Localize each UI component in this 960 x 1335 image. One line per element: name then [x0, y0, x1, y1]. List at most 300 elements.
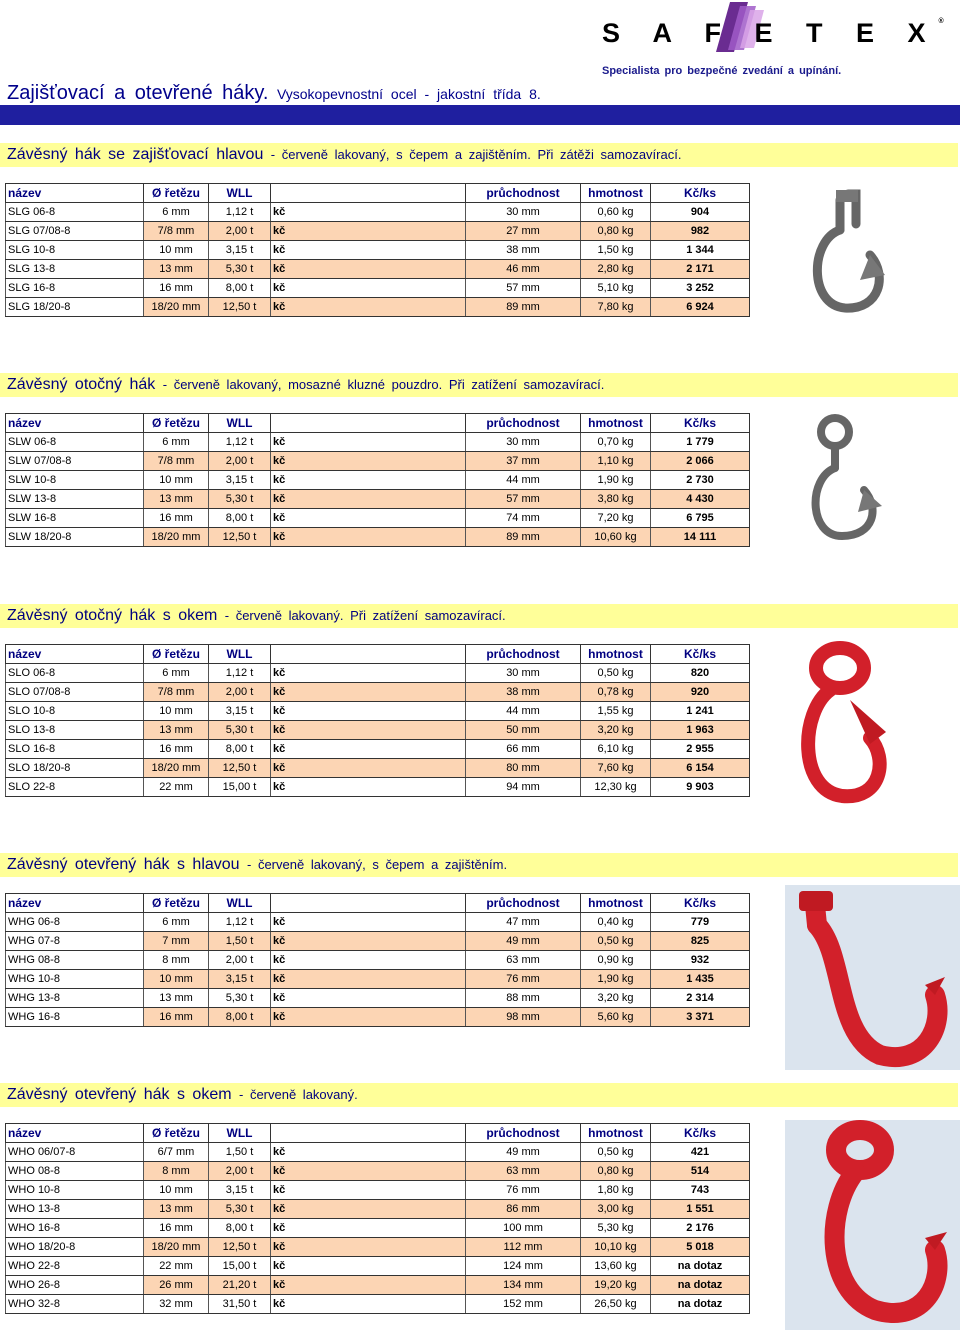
table-cell: kč: [271, 740, 466, 759]
table-cell: kč: [271, 1181, 466, 1200]
table-cell: 6 795: [651, 509, 750, 528]
table-cell: 57 mm: [466, 490, 581, 509]
table-cell: SLO 10-8: [6, 702, 144, 721]
grey-safety-hook-with-clevis-icon: [800, 180, 895, 320]
column-header: [271, 184, 466, 203]
table-cell: 50 mm: [466, 721, 581, 740]
table-cell: kč: [271, 1143, 466, 1162]
table-row: [6, 932, 750, 951]
product-table: [5, 644, 750, 797]
column-header: průchodnost: [466, 645, 581, 664]
table-cell: 16 mm: [144, 279, 209, 298]
table-cell: 49 mm: [466, 932, 581, 951]
table-cell: 22 mm: [144, 778, 209, 797]
table-cell: kč: [271, 721, 466, 740]
table-cell: 22 mm: [144, 1257, 209, 1276]
table-cell: 5 018: [651, 1238, 750, 1257]
safetex-logo: [600, 0, 944, 80]
table-cell: 18/20 mm: [144, 298, 209, 317]
table-cell: na dotaz: [651, 1257, 750, 1276]
table-cell: SLW 16-8: [6, 509, 144, 528]
table-cell: 3,15 t: [209, 241, 271, 260]
table-cell: 904: [651, 203, 750, 222]
table-cell: 18/20 mm: [144, 528, 209, 547]
table-cell: 5,30 t: [209, 989, 271, 1008]
table-cell: WHO 16-8: [6, 1219, 144, 1238]
column-header: hmotnost: [581, 645, 651, 664]
table-cell: 8 mm: [144, 1162, 209, 1181]
table-cell: 9 903: [651, 778, 750, 797]
table-cell: 26 mm: [144, 1276, 209, 1295]
table-cell: kč: [271, 932, 466, 951]
table-cell: SLO 18/20-8: [6, 759, 144, 778]
table-row: [6, 433, 750, 452]
page-title: [7, 82, 541, 105]
table-cell: 10 mm: [144, 1181, 209, 1200]
table-cell: 3,20 kg: [581, 989, 651, 1008]
table-cell: 5,60 kg: [581, 1008, 651, 1027]
table-row: [6, 452, 750, 471]
table-cell: 32 mm: [144, 1295, 209, 1314]
section-heading: [0, 143, 958, 167]
table-header-row: [6, 894, 750, 913]
table-cell: WHO 22-8: [6, 1257, 144, 1276]
table-cell: kč: [271, 471, 466, 490]
table-cell: 124 mm: [466, 1257, 581, 1276]
table-cell: 86 mm: [466, 1200, 581, 1219]
table-cell: 1,55 kg: [581, 702, 651, 721]
table-cell: 3 252: [651, 279, 750, 298]
table-cell: kč: [271, 913, 466, 932]
table-cell: 7,20 kg: [581, 509, 651, 528]
column-header: Ø řetězu: [144, 894, 209, 913]
table-cell: 63 mm: [466, 951, 581, 970]
table-row: [6, 528, 750, 547]
table-cell: 16 mm: [144, 509, 209, 528]
product-table: [5, 413, 750, 547]
table-cell: 1,90 kg: [581, 471, 651, 490]
column-header: [271, 414, 466, 433]
table-cell: 6 mm: [144, 913, 209, 932]
table-cell: 982: [651, 222, 750, 241]
table-cell: kč: [271, 452, 466, 471]
product-table: [5, 893, 750, 1027]
table-cell: 14 111: [651, 528, 750, 547]
column-header: název: [6, 645, 144, 664]
section-heading-main: Závěsný hák se zajišťovací hlavou: [7, 146, 264, 163]
column-header: Ø řetězu: [144, 1124, 209, 1143]
table-header-row: [6, 184, 750, 203]
table-row: [6, 913, 750, 932]
table-cell: 0,60 kg: [581, 203, 651, 222]
table-cell: 5,30 t: [209, 721, 271, 740]
table-cell: 13 mm: [144, 490, 209, 509]
table-row: [6, 279, 750, 298]
table-cell: 47 mm: [466, 913, 581, 932]
table-cell: kč: [271, 759, 466, 778]
table-cell: SLW 18/20-8: [6, 528, 144, 547]
column-header: [271, 894, 466, 913]
table-cell: SLO 16-8: [6, 740, 144, 759]
table-cell: kč: [271, 1295, 466, 1314]
table-cell: 0,80 kg: [581, 1162, 651, 1181]
red-open-clevis-hook-icon: [785, 885, 960, 1070]
table-cell: WHO 26-8: [6, 1276, 144, 1295]
table-cell: 1,12 t: [209, 913, 271, 932]
table-cell: kč: [271, 203, 466, 222]
table-row: [6, 664, 750, 683]
page-title-sub: Vysokopevnostní ocel - jakostní třída 8.: [276, 86, 541, 102]
table-row: [6, 1200, 750, 1219]
table-cell: 932: [651, 951, 750, 970]
table-cell: 18/20 mm: [144, 759, 209, 778]
table-cell: 10 mm: [144, 970, 209, 989]
table-cell: 30 mm: [466, 664, 581, 683]
table-cell: 16 mm: [144, 1219, 209, 1238]
table-row: [6, 970, 750, 989]
table-cell: 6,10 kg: [581, 740, 651, 759]
grey-swivel-safety-hook-icon: [800, 408, 895, 548]
column-header: [271, 645, 466, 664]
table-cell: 18/20 mm: [144, 1238, 209, 1257]
table-row: [6, 1257, 750, 1276]
table-cell: 3,15 t: [209, 702, 271, 721]
table-cell: WHG 07-8: [6, 932, 144, 951]
section-heading-sub: - červeně lakovaný, mosazné kluzné pouzdro. Při zatížení samozavírací.: [162, 377, 605, 392]
table-cell: 7/8 mm: [144, 452, 209, 471]
table-cell: 1 241: [651, 702, 750, 721]
table-cell: 12,30 kg: [581, 778, 651, 797]
column-header: název: [6, 1124, 144, 1143]
table-cell: WHG 16-8: [6, 1008, 144, 1027]
column-header: WLL: [209, 184, 271, 203]
column-header: hmotnost: [581, 184, 651, 203]
table-cell: 8,00 t: [209, 1219, 271, 1238]
table-row: [6, 759, 750, 778]
table-cell: 3,80 kg: [581, 490, 651, 509]
table-cell: 920: [651, 683, 750, 702]
table-cell: 6 mm: [144, 203, 209, 222]
table-cell: 12,50 t: [209, 298, 271, 317]
column-header: hmotnost: [581, 894, 651, 913]
column-header: Ø řetězu: [144, 645, 209, 664]
table-cell: 0,40 kg: [581, 913, 651, 932]
table-cell: SLW 10-8: [6, 471, 144, 490]
table-row: [6, 1238, 750, 1257]
table-cell: 30 mm: [466, 203, 581, 222]
table-cell: 13 mm: [144, 721, 209, 740]
table-cell: 88 mm: [466, 989, 581, 1008]
column-header: WLL: [209, 645, 271, 664]
table-cell: 26,50 kg: [581, 1295, 651, 1314]
table-cell: SLO 07/08-8: [6, 683, 144, 702]
table-cell: na dotaz: [651, 1276, 750, 1295]
table-row: [6, 683, 750, 702]
table-cell: 30 mm: [466, 433, 581, 452]
table-cell: 94 mm: [466, 778, 581, 797]
table-cell: 2 171: [651, 260, 750, 279]
table-cell: kč: [271, 702, 466, 721]
table-cell: 5,30 t: [209, 1200, 271, 1219]
table-row: [6, 1276, 750, 1295]
table-cell: 12,50 t: [209, 1238, 271, 1257]
table-cell: WHO 08-8: [6, 1162, 144, 1181]
table-cell: 1,80 kg: [581, 1181, 651, 1200]
table-cell: 1,50 kg: [581, 241, 651, 260]
table-cell: 3 371: [651, 1008, 750, 1027]
column-header: Kč/ks: [651, 645, 750, 664]
table-cell: 15,00 t: [209, 1257, 271, 1276]
table-cell: 8 mm: [144, 951, 209, 970]
table-cell: SLW 13-8: [6, 490, 144, 509]
section-heading: [0, 604, 958, 628]
table-cell: 6/7 mm: [144, 1143, 209, 1162]
table-cell: 27 mm: [466, 222, 581, 241]
table-cell: kč: [271, 1200, 466, 1219]
table-header-row: [6, 1124, 750, 1143]
table-cell: 13 mm: [144, 260, 209, 279]
table-cell: SLO 13-8: [6, 721, 144, 740]
section-heading-sub: - červeně lakovaný, s čepem a zajištěním. Při zátěži samozavírací.: [270, 147, 682, 162]
column-header: průchodnost: [466, 894, 581, 913]
table-cell: WHG 10-8: [6, 970, 144, 989]
table-cell: 2,00 t: [209, 683, 271, 702]
table-cell: SLG 13-8: [6, 260, 144, 279]
table-cell: 12,50 t: [209, 528, 271, 547]
table-cell: 76 mm: [466, 1181, 581, 1200]
section-heading: [0, 853, 958, 877]
table-row: [6, 222, 750, 241]
table-cell: 6 924: [651, 298, 750, 317]
table-cell: 13 mm: [144, 1200, 209, 1219]
table-cell: na dotaz: [651, 1295, 750, 1314]
table-cell: 8,00 t: [209, 1008, 271, 1027]
table-cell: kč: [271, 509, 466, 528]
table-row: [6, 1295, 750, 1314]
table-row: [6, 778, 750, 797]
table-row: [6, 241, 750, 260]
table-cell: kč: [271, 298, 466, 317]
table-cell: kč: [271, 1257, 466, 1276]
table-cell: 10,10 kg: [581, 1238, 651, 1257]
table-cell: 7/8 mm: [144, 222, 209, 241]
table-cell: 8,00 t: [209, 740, 271, 759]
section-heading-sub: - červeně lakovaný. Při zatížení samozavírací.: [224, 608, 506, 623]
table-cell: 21,20 t: [209, 1276, 271, 1295]
table-cell: kč: [271, 1238, 466, 1257]
logo-tagline: Specialista pro bezpečné zvedání a upínání.: [602, 65, 842, 77]
column-header: průchodnost: [466, 184, 581, 203]
table-cell: 1 963: [651, 721, 750, 740]
table-cell: 7/8 mm: [144, 683, 209, 702]
table-cell: SLW 07/08-8: [6, 452, 144, 471]
table-cell: kč: [271, 279, 466, 298]
table-cell: SLO 22-8: [6, 778, 144, 797]
column-header: Kč/ks: [651, 1124, 750, 1143]
table-cell: 8,00 t: [209, 509, 271, 528]
table-cell: kč: [271, 683, 466, 702]
table-cell: 1,12 t: [209, 664, 271, 683]
table-cell: WHO 06/07-8: [6, 1143, 144, 1162]
table-cell: 44 mm: [466, 471, 581, 490]
table-cell: 63 mm: [466, 1162, 581, 1181]
table-cell: WHG 08-8: [6, 951, 144, 970]
table-cell: 49 mm: [466, 1143, 581, 1162]
table-cell: 743: [651, 1181, 750, 1200]
column-header: průchodnost: [466, 414, 581, 433]
product-table: [5, 183, 750, 317]
table-cell: 514: [651, 1162, 750, 1181]
table-cell: 7,80 kg: [581, 298, 651, 317]
table-cell: kč: [271, 490, 466, 509]
table-cell: 0,80 kg: [581, 222, 651, 241]
header-divider-bar: [0, 105, 960, 125]
table-cell: 1,50 t: [209, 932, 271, 951]
table-cell: 2,80 kg: [581, 260, 651, 279]
table-cell: 1,50 t: [209, 1143, 271, 1162]
table-cell: kč: [271, 951, 466, 970]
product-table: [5, 1123, 750, 1314]
table-row: [6, 721, 750, 740]
table-cell: 76 mm: [466, 970, 581, 989]
table-cell: kč: [271, 1219, 466, 1238]
table-cell: SLG 10-8: [6, 241, 144, 260]
table-row: [6, 1162, 750, 1181]
table-cell: SLG 06-8: [6, 203, 144, 222]
table-cell: kč: [271, 970, 466, 989]
page-title-main: Zajišťovací a otevřené háky.: [7, 82, 269, 104]
table-row: [6, 702, 750, 721]
table-cell: 16 mm: [144, 1008, 209, 1027]
table-cell: 2 730: [651, 471, 750, 490]
table-cell: 3,15 t: [209, 1181, 271, 1200]
table-cell: kč: [271, 989, 466, 1008]
table-cell: 0,90 kg: [581, 951, 651, 970]
table-cell: 1,90 kg: [581, 970, 651, 989]
table-cell: kč: [271, 433, 466, 452]
table-cell: 13 mm: [144, 989, 209, 1008]
column-header: Kč/ks: [651, 414, 750, 433]
table-cell: WHO 32-8: [6, 1295, 144, 1314]
logo-text: S A F E T E X®: [602, 18, 944, 48]
table-cell: 13,60 kg: [581, 1257, 651, 1276]
section-heading-sub: - červeně lakovaný, s čepem a zajištěním.: [247, 857, 508, 872]
table-cell: 3,00 kg: [581, 1200, 651, 1219]
section-heading-main: Závěsný otevřený hák s okem: [7, 1086, 232, 1103]
table-cell: 44 mm: [466, 702, 581, 721]
table-cell: 3,15 t: [209, 471, 271, 490]
column-header: Ø řetězu: [144, 184, 209, 203]
table-cell: 2 314: [651, 989, 750, 1008]
table-cell: 1,10 kg: [581, 452, 651, 471]
table-cell: 89 mm: [466, 528, 581, 547]
table-cell: 2,00 t: [209, 452, 271, 471]
table-cell: 15,00 t: [209, 778, 271, 797]
table-cell: 98 mm: [466, 1008, 581, 1027]
table-cell: SLG 07/08-8: [6, 222, 144, 241]
table-cell: 66 mm: [466, 740, 581, 759]
table-row: [6, 260, 750, 279]
table-cell: 1,12 t: [209, 203, 271, 222]
table-cell: SLG 18/20-8: [6, 298, 144, 317]
table-row: [6, 509, 750, 528]
column-header: WLL: [209, 1124, 271, 1143]
table-cell: 2,00 t: [209, 1162, 271, 1181]
column-header: název: [6, 894, 144, 913]
table-cell: kč: [271, 528, 466, 547]
table-cell: 1 551: [651, 1200, 750, 1219]
table-row: [6, 1219, 750, 1238]
table-cell: 2 066: [651, 452, 750, 471]
table-row: [6, 1008, 750, 1027]
table-row: [6, 740, 750, 759]
table-cell: 2 176: [651, 1219, 750, 1238]
table-cell: 6 154: [651, 759, 750, 778]
table-cell: 37 mm: [466, 452, 581, 471]
table-cell: 5,30 kg: [581, 1219, 651, 1238]
table-cell: kč: [271, 222, 466, 241]
table-cell: 57 mm: [466, 279, 581, 298]
column-header: název: [6, 184, 144, 203]
table-cell: 2 955: [651, 740, 750, 759]
table-cell: kč: [271, 1276, 466, 1295]
table-cell: 31,50 t: [209, 1295, 271, 1314]
table-cell: kč: [271, 241, 466, 260]
red-open-eye-hook-icon: [785, 1120, 960, 1330]
section-heading-main: Závěsný otevřený hák s hlavou: [7, 856, 240, 873]
table-cell: 1 779: [651, 433, 750, 452]
table-cell: kč: [271, 1008, 466, 1027]
table-cell: 19,20 kg: [581, 1276, 651, 1295]
table-row: [6, 203, 750, 222]
table-cell: 74 mm: [466, 509, 581, 528]
column-header: hmotnost: [581, 414, 651, 433]
table-cell: 0,50 kg: [581, 1143, 651, 1162]
table-row: [6, 471, 750, 490]
table-cell: WHG 06-8: [6, 913, 144, 932]
table-cell: kč: [271, 1162, 466, 1181]
table-row: [6, 951, 750, 970]
table-cell: 5,10 kg: [581, 279, 651, 298]
column-header: Kč/ks: [651, 184, 750, 203]
table-header-row: [6, 414, 750, 433]
table-cell: SLW 06-8: [6, 433, 144, 452]
table-row: [6, 989, 750, 1008]
table-cell: 5,30 t: [209, 260, 271, 279]
table-cell: 6 mm: [144, 433, 209, 452]
table-cell: WHG 13-8: [6, 989, 144, 1008]
table-cell: 3,20 kg: [581, 721, 651, 740]
table-cell: 38 mm: [466, 241, 581, 260]
table-cell: 8,00 t: [209, 279, 271, 298]
table-cell: 1 435: [651, 970, 750, 989]
table-cell: 0,50 kg: [581, 664, 651, 683]
table-cell: 7,60 kg: [581, 759, 651, 778]
table-cell: SLG 16-8: [6, 279, 144, 298]
table-row: [6, 298, 750, 317]
table-row: [6, 490, 750, 509]
column-header: hmotnost: [581, 1124, 651, 1143]
table-cell: 6 mm: [144, 664, 209, 683]
table-row: [6, 1143, 750, 1162]
table-cell: 152 mm: [466, 1295, 581, 1314]
table-cell: WHO 10-8: [6, 1181, 144, 1200]
column-header: Kč/ks: [651, 894, 750, 913]
red-eye-safety-hook-icon: [790, 640, 900, 810]
column-header: [271, 1124, 466, 1143]
table-cell: SLO 06-8: [6, 664, 144, 683]
table-cell: kč: [271, 664, 466, 683]
